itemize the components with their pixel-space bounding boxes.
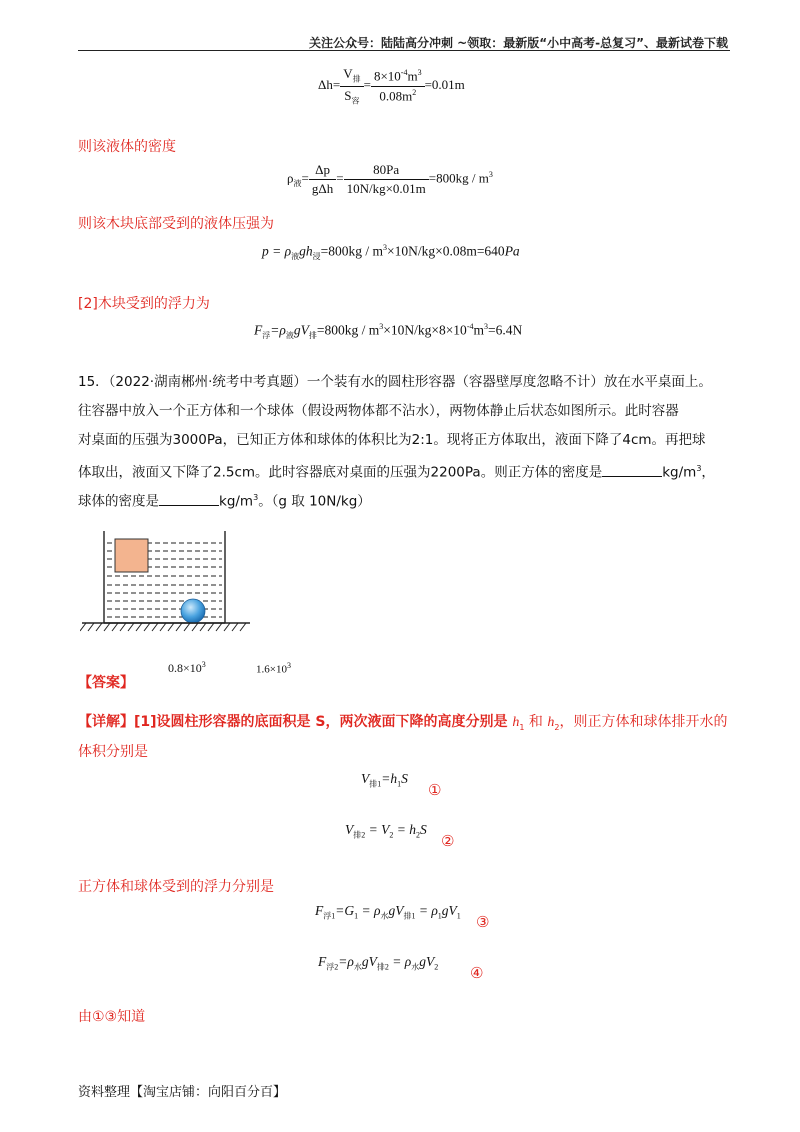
problem-line-1: 15．（2022·湖南郴州·统考中考真题）一个装有水的圆柱形容器（容器壁厚度忽略不计）放在水平桌面上。 bbox=[78, 374, 712, 390]
container-diagram bbox=[80, 527, 252, 637]
equation-mark-1: ① bbox=[428, 781, 442, 799]
problem-line-4: 体取出，液面又下降了2.5cm。此时容器底对桌面的压强为2200Pa。则正方体的密度是 $kg/m^3$， bbox=[78, 455, 715, 487]
equation-3: $F_{浮1}=G_1 = \rho_水gV_{排1} = \rho_1gV_1$ bbox=[315, 903, 461, 921]
formula-delta-h: Δh= $\frac{V_排}{S_容}$ = $\frac{8\times 10^{-4}m^3}{0.08m^2}$ =0.01m bbox=[318, 66, 465, 106]
formula-rho: $\rho_液=$ $\frac{\Delta p}{\text{gΔh}}$ = $\frac{80Pa}{10N/kg\times 0.01m}$ $=800kg / m^3$ bbox=[287, 162, 493, 196]
detail-line-1: 【详解】[1]设圆柱形容器的底面积是 S，两次液面下降的高度分别是 $h_1$ 和 $h_2$，则正方体和球体排开水的 bbox=[78, 714, 728, 732]
detail-line-2: 体积分别是 bbox=[78, 744, 148, 760]
answer-label: 【答案】 bbox=[78, 675, 134, 691]
problem-line-3: 对桌面的压强为3000Pa，已知正方体和球体的体积比为2:1。现将正方体取出，液面下降了4cm。再把球 bbox=[78, 432, 706, 448]
equation-mark-2: ② bbox=[441, 832, 455, 850]
answer-blank-2[interactable] bbox=[159, 491, 219, 506]
table-hatching bbox=[80, 623, 246, 631]
page-header: 关注公众号：陆陆高分冲刺 ~领取：最新版“小中高考-总复习”、最新试卷下载 bbox=[309, 36, 728, 50]
answer-value-2: $1.6\times 10^3$ bbox=[256, 661, 291, 676]
answer-blank-1[interactable] bbox=[602, 462, 662, 477]
label-forces: 正方体和球体受到的浮力分别是 bbox=[78, 879, 274, 895]
formula-text: Δh= bbox=[318, 77, 341, 93]
label-pressure: 则该木块底部受到的液体压强为 bbox=[78, 216, 274, 232]
ball bbox=[181, 599, 205, 623]
header-divider bbox=[78, 50, 730, 51]
answer-value-1: $0.8\times 10^3$ bbox=[168, 660, 206, 675]
page-footer: 资料整理【淘宝店铺：向阳百分百】 bbox=[78, 1085, 287, 1100]
formula-pressure: $p = \rho_液gh_浸=800kg / m^3\times 10N/kg\times 0.08m=640Pa$ bbox=[262, 243, 520, 262]
label-buoyancy: [2]木块受到的浮力为 bbox=[78, 296, 210, 312]
formula-buoyancy: $F_浮=\rho_液gV_排=800kg / m^3\times 10N/kg\times 8\times 10^{-4}m^3=6.4N$ bbox=[254, 322, 523, 341]
equation-4: $F_{浮2}=\rho_水gV_{排2} = \rho_水gV_2$ bbox=[318, 954, 439, 972]
problem-line-2: 往容器中放入一个正方体和一个球体（假设两物体都不沾水），两物体静止后状态如图所示。此时容器 bbox=[78, 403, 679, 419]
problem-line-5: 球体的密度是 $kg/m^3$。（g 取 10N/kg） bbox=[78, 484, 371, 516]
cube bbox=[115, 539, 148, 572]
equation-2: $V_{排2} = V_2 = h_2S$ bbox=[345, 822, 427, 840]
label-density: 则该液体的密度 bbox=[78, 139, 176, 155]
label-from: 由①③知道 bbox=[78, 1009, 146, 1025]
equation-mark-4: ④ bbox=[470, 964, 484, 982]
equation-mark-3: ③ bbox=[476, 913, 490, 931]
equation-1: $V_{排1}=h_1S$ bbox=[361, 771, 408, 789]
